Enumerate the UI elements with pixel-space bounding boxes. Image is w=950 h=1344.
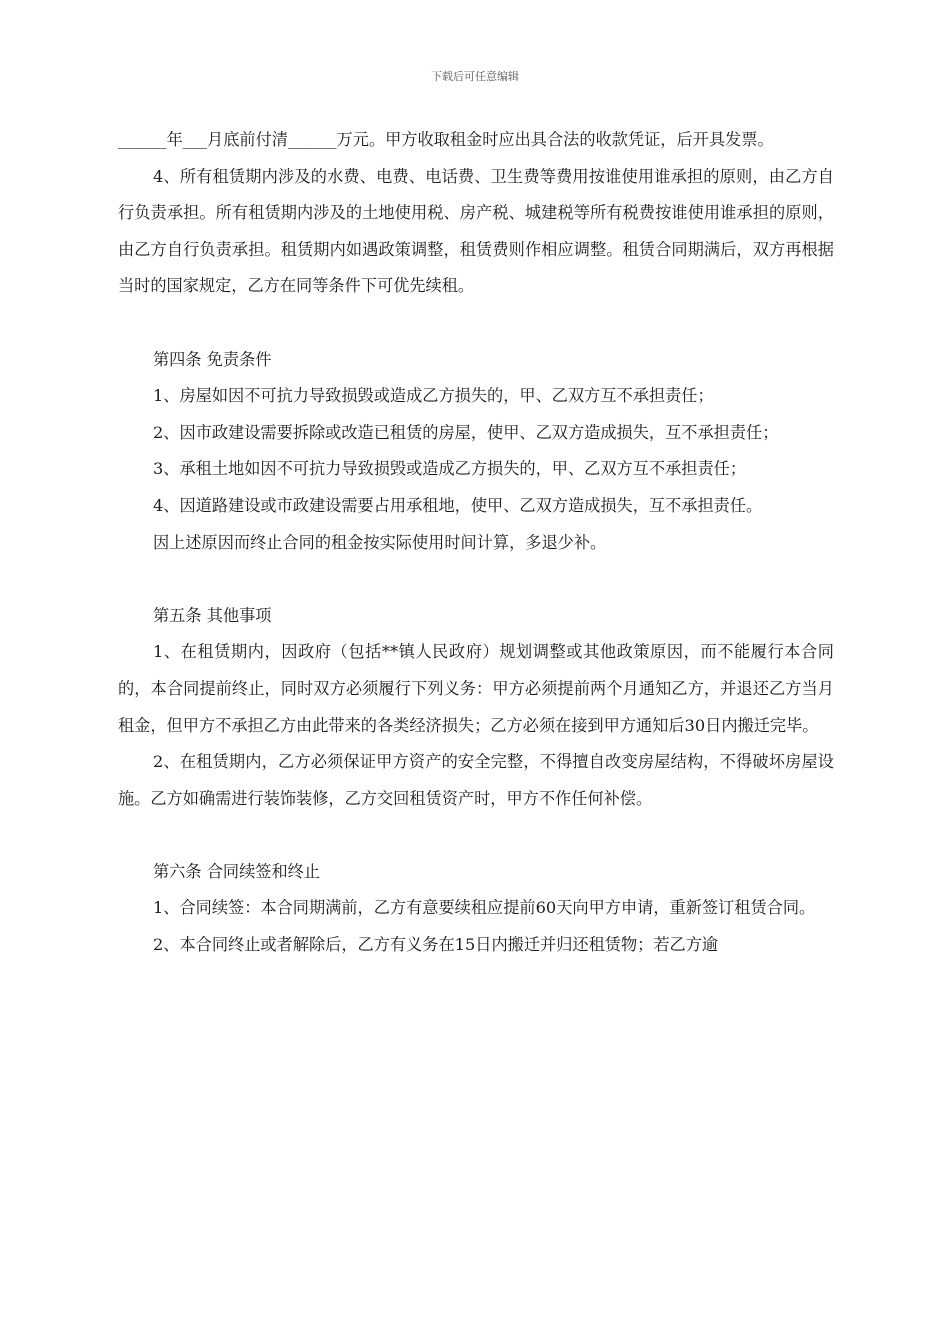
- paragraph-fees-taxes: 4、所有租赁期内涉及的水费、电费、电话费、卫生费等费用按谁使用谁承担的原则，由乙方自行负责承担。所有租赁期内涉及的土地使用税、房产税、城建税等所有税费按谁使用谁承担的原则，由乙方自行负责承担。租赁期内如遇政策调整，租赁费则作相应调整。租赁合同期满后，双方再根据当时的国家规定，乙方在同等条件下可优先续租。: [118, 166, 834, 296]
- document-body: [118, 122, 834, 964]
- clause-4-2: 2、因市政建设需要拆除或改造已租赁的房屋，使甲、乙双方造成损失，互不承担责任；: [153, 422, 779, 442]
- paragraph-payment-deadline: ______年___月底前付清______万元。甲方收取租金时应出具合法的收款凭证，后开具发票。: [118, 130, 774, 149]
- section-heading-article-6: 第六条 合同续签和终止: [153, 861, 321, 881]
- clause-4-note: 因上述原因而终止合同的租金按实际使用时间计算，多退少补。: [153, 532, 607, 552]
- section-heading-article-5: 第五条 其他事项: [153, 605, 272, 625]
- clause-5-2: 2、在租赁期内，乙方必须保证甲方资产的安全完整，不得擅自改变房屋结构，不得破坏房屋设施。乙方如确需进行装饰装修，乙方交回租赁资产时，甲方不作任何补偿。: [118, 752, 834, 808]
- clause-5-1: 1、在租赁期内，因政府（包括**镇人民政府）规划调整或其他政策原因，而不能履行本合同的，本合同提前终止，同时双方必须履行下列义务：甲方必须提前两个月通知乙方，并退还乙方当月租金，但甲方不承担乙方由此带来的各类经济损失；乙方必须在接到甲方通知后30日内搬迁完毕。: [118, 642, 834, 735]
- section-gap: [118, 305, 834, 342]
- section-gap: [118, 561, 834, 598]
- section-gap: [118, 817, 834, 854]
- clause-4-1: 1、房屋如因不可抗力导致损毁或造成乙方损失的，甲、乙双方互不承担责任；: [153, 386, 714, 406]
- clause-6-2: 2、本合同终止或者解除后，乙方有义务在15日内搬迁并归还租赁物；若乙方逾: [153, 935, 719, 955]
- clause-6-1: 1、合同续签：本合同期满前，乙方有意要续租应提前60天向甲方申请，重新签订租赁合同。: [153, 898, 816, 918]
- page-header: 下载后可任意编辑: [431, 70, 519, 83]
- section-heading-article-4: 第四条 免责条件: [153, 349, 272, 369]
- clause-4-3: 3、承租土地如因不可抗力导致损毁或造成乙方损失的，甲、乙双方互不承担责任；: [153, 459, 747, 479]
- clause-4-4: 4、因道路建设或市政建设需要占用承租地，使甲、乙双方造成损失，互不承担责任。: [153, 495, 763, 515]
